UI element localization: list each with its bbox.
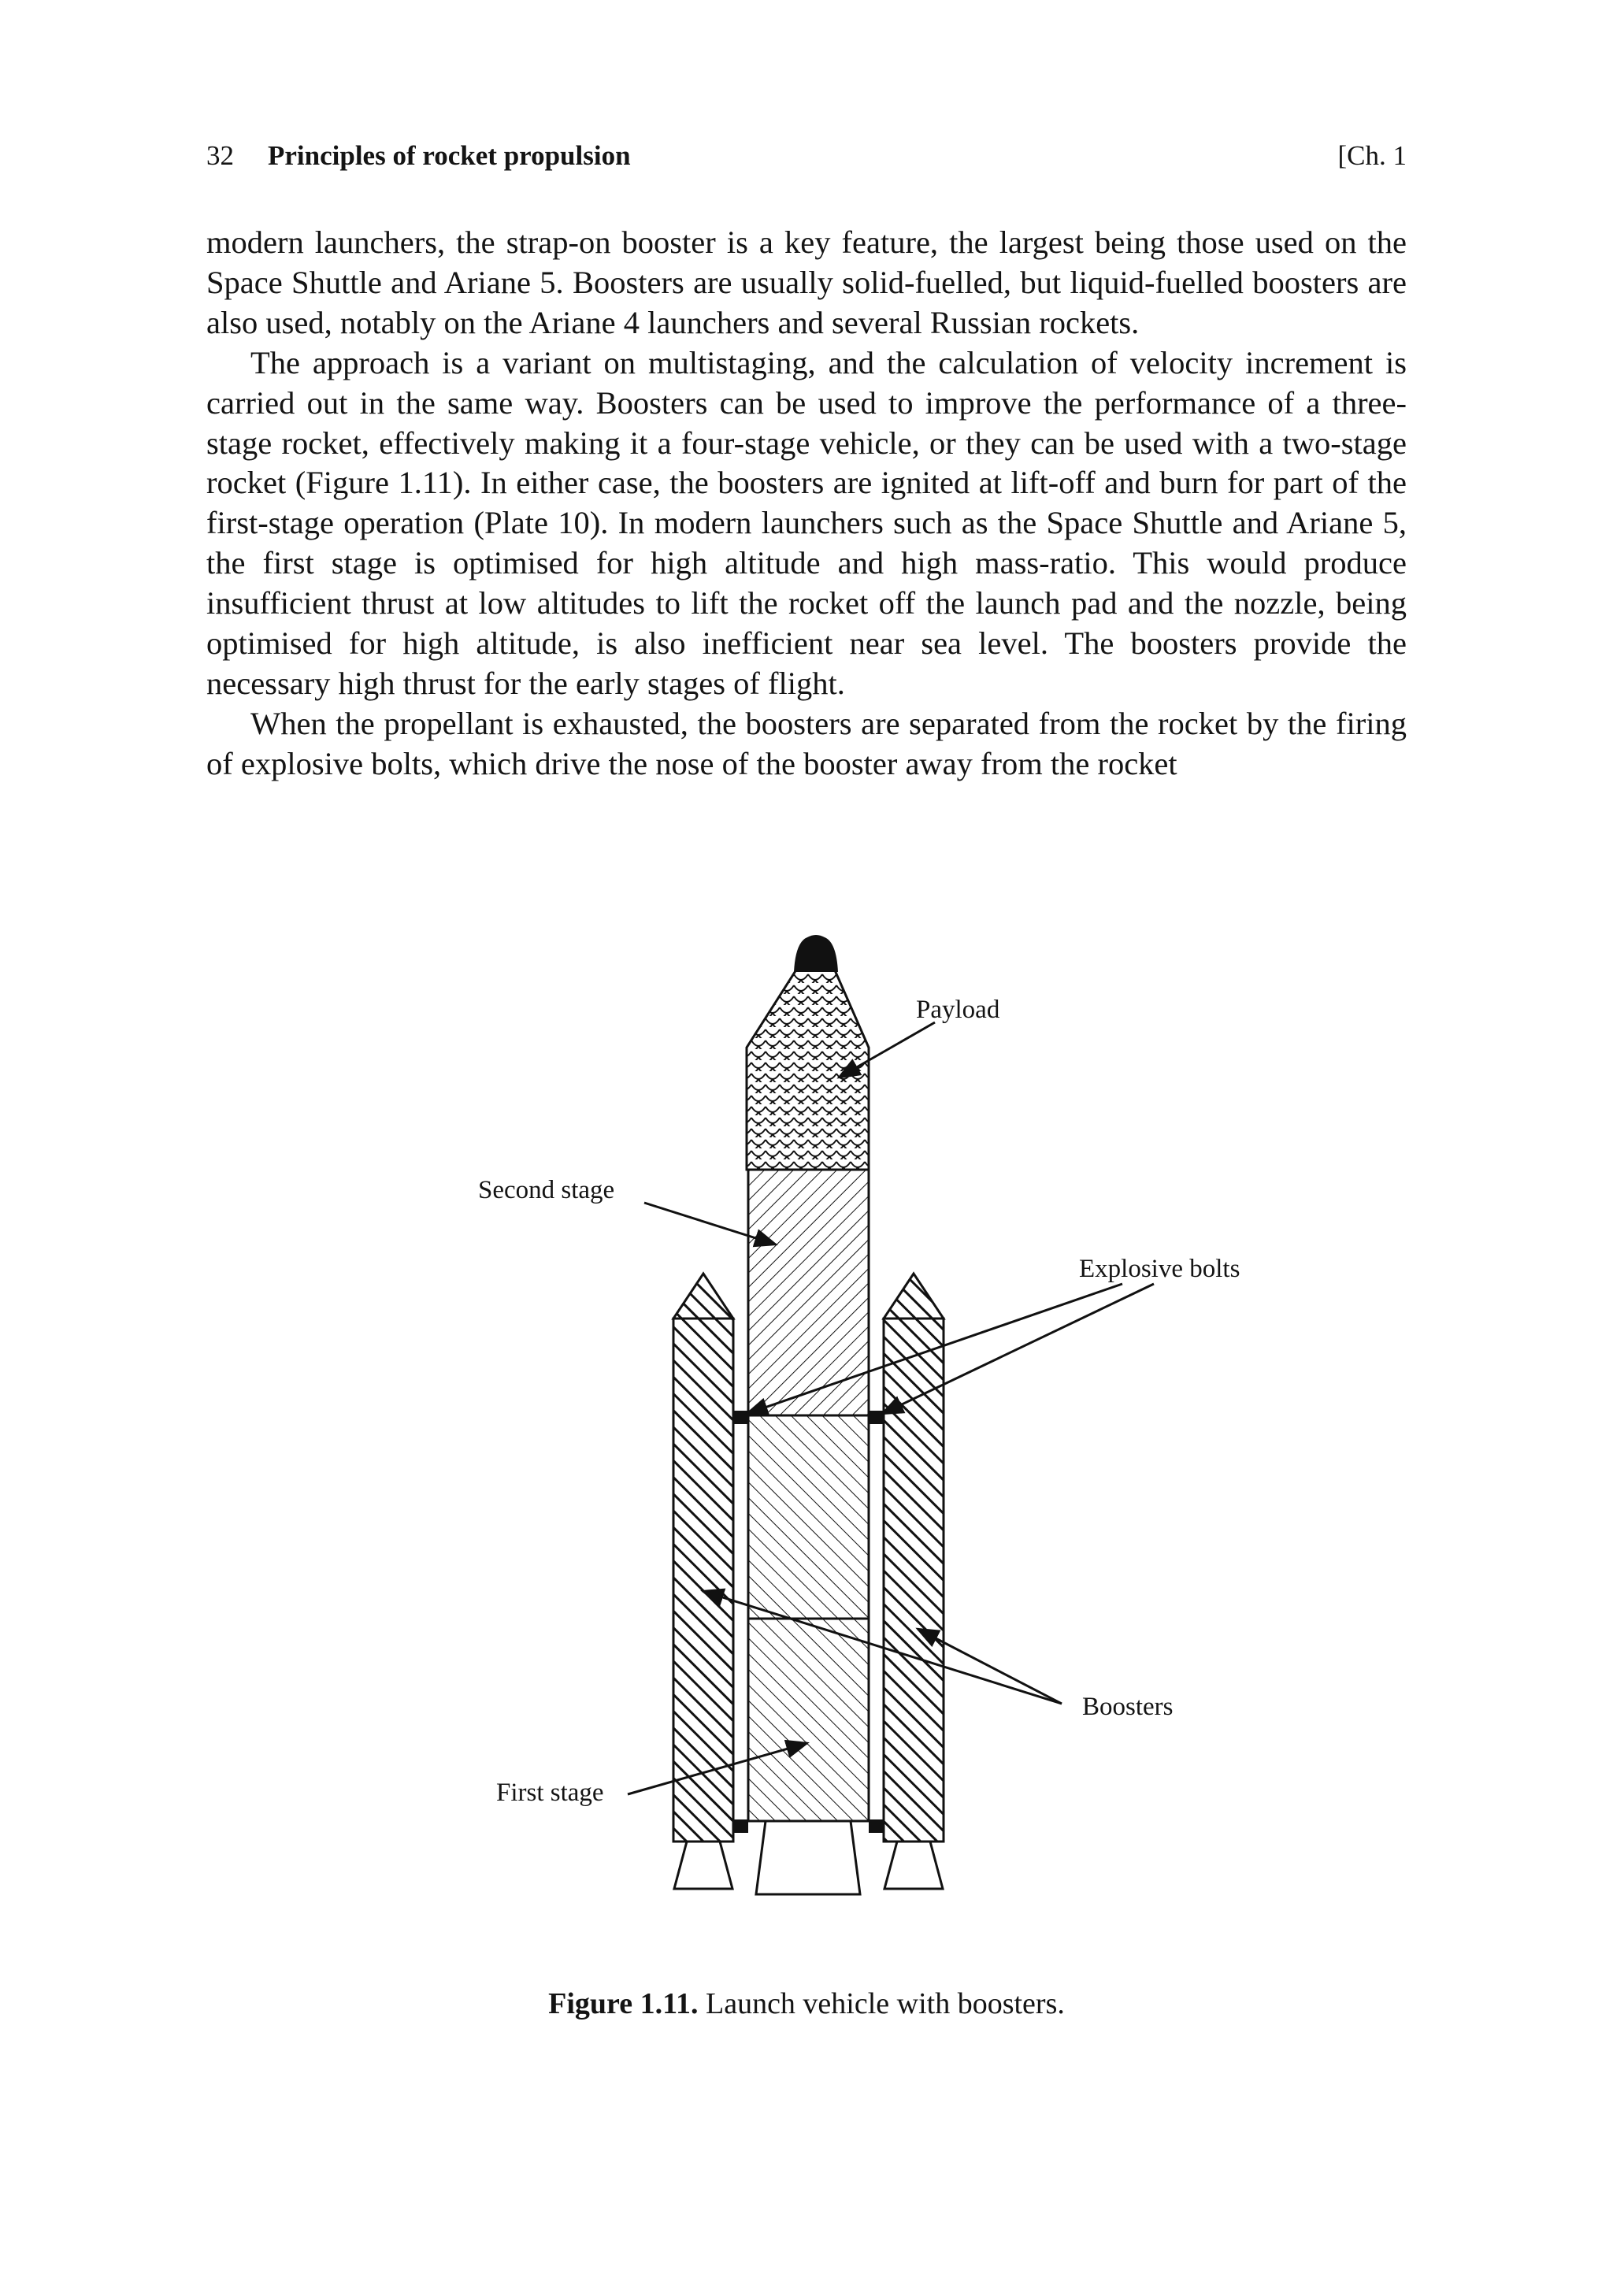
page-number: 32 [206,140,234,171]
running-header [206,140,1407,180]
caption-number: Figure 1.11. [548,1987,699,2020]
paragraph-3: When the propellant is exhausted, the boosters are separated from the rocket by the firing of explosive bolts, which drive the nose of the booster away from the rocket [206,705,1407,781]
running-title: Principles of rocket propulsion [268,140,631,171]
right-booster [884,1274,944,1889]
label-second-stage: Second stage [478,1176,615,1204]
payload-fairing [747,935,869,1170]
launch-vehicle-figure [0,906,1613,2048]
main-nozzle [756,1821,860,1894]
paragraph-2: The approach is a variant on multistaging, and the calculation of velocity increment is carried out in the same way. Boosters can be used to improve the performance of a three-stage rocket, effectively making it a four-stage vehicle, or they can be used with a two-stage rocket (Figure 1.11). In either case, the boosters are ignited at lift-off and burn for part of the first-stage operation (Plate 10). In modern launchers such as the Space Shuttle and Ariane 5, the first stage is optimised for high altitude and high mass-ratio. This would produce insufficient thrust at low altitudes to lift the rocket off the launch pad and the nozzle, being optimised for high altitude, is also inefficient near sea level. The boosters provide the necessary high thrust for the early stages of flight. [206,344,1407,701]
chapter-reference: [Ch. 1 [1337,140,1407,171]
label-explosive-bolts: Explosive bolts [1079,1255,1240,1283]
caption-text: Launch vehicle with boosters. [705,1987,1065,2020]
figure-caption [0,1986,1613,2021]
left-booster [673,1274,733,1889]
label-first-stage: First stage [496,1779,604,1807]
left-booster-nozzle [674,1842,732,1889]
first-stage-upper [748,1415,869,1619]
bolt-upper-left [733,1411,748,1424]
bolt-lower-left [733,1819,748,1833]
first-stage-lower [748,1619,869,1821]
label-boosters: Boosters [1082,1693,1174,1721]
launch-vehicle-diagram [0,906,1613,2048]
body-text [206,223,1407,784]
bolt-upper-right [869,1411,884,1424]
paragraph-1: modern launchers, the strap-on booster is a key feature, the largest being those used on the Space Shuttle and Ariane 5. Boosters are usually solid-fuelled, but liquid-fuelled boosters are also used, notably on the Ariane 4 launchers and several Russian rockets. [206,224,1407,340]
bolt-lower-right [869,1819,884,1833]
label-payload: Payload [916,996,1000,1024]
nose-tip [794,935,838,972]
right-booster-nozzle [884,1842,943,1889]
